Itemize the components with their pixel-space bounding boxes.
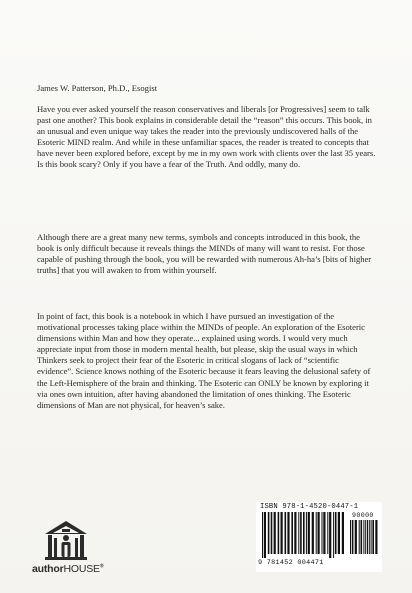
barcode-bar (262, 512, 263, 558)
barcode-bar (303, 512, 305, 554)
publisher-name (32, 563, 103, 575)
publisher-name-thin: HOUSE (63, 563, 100, 575)
barcode-bar (287, 512, 289, 554)
isbn-label: ISBN 978-1-4520-0447-1 (260, 503, 359, 511)
barcode-bar (333, 512, 334, 558)
barcode-bar (355, 520, 357, 554)
barcode-bar (298, 512, 299, 554)
barcode-bar (338, 512, 340, 554)
barcode-bar (306, 512, 307, 554)
house-with-figure-icon (42, 519, 90, 561)
paragraph-2: Although there are a great many new terms, symbols and concepts introduced in this book, the book is only difficult because it reveals things the MINDs of many will want to resist. For those capable of pushing through the book, you will be rewarded with numerous Ah-ha’s [bits of higher truths] that you will awaken to from within yourself. (37, 232, 372, 276)
barcode-bar (271, 512, 273, 554)
barcode-bar (367, 520, 368, 554)
barcode-bar (350, 520, 351, 554)
barcode-bar (369, 520, 370, 554)
barcode-bar (318, 512, 320, 554)
barcode-bar (291, 512, 293, 554)
registered-mark: ® (99, 563, 104, 570)
ean-barcode (262, 512, 346, 558)
barcode-bar (278, 512, 280, 554)
barcode-bar (268, 512, 270, 554)
barcode-bar (322, 512, 323, 554)
barcode-bar (363, 520, 364, 554)
barcode-bar (274, 512, 276, 554)
author-line: James W. Patterson, Ph.D., Esogist (37, 83, 158, 93)
barcode-bar (312, 512, 314, 554)
publisher-name-bold: author (32, 563, 64, 575)
barcode-bar (342, 512, 344, 554)
barcode-bar (308, 512, 310, 554)
paragraph-3: In point of fact, this book is a notebook in which I have pursued an investigation of the motivational processes taking place within the MINDs of people. An exploration of the Esoteric dimensions within Man and how they operate... explained using words. I would very much appreciate input from those in modern mental health, but please, skip the usual ways in which Thinkers seek to project their fear of the Esoteric in critical slogans of lack of “scientific evidence”. Science knows nothing of the Esoteric because it fears leaving the delusional safety of the Left-Hemisphere of the brain and thinking. The Esoteric can ONLY be known by exploring it via ones own intuition, after having abandoned the limitation of ones thinking. The Esoteric dimensions of Man are not physical, for heaven’s sake. (37, 311, 371, 410)
barcode-bar (264, 512, 266, 558)
barcode-bar (281, 512, 283, 554)
barcode-digits: 9 781452 004471 (258, 559, 324, 567)
publisher-logo (32, 519, 110, 579)
barcode-bar (300, 512, 302, 554)
barcode-bar (316, 512, 317, 554)
barcode-bar (365, 520, 366, 554)
barcode-bar (335, 512, 337, 554)
barcode-bar (329, 512, 331, 558)
paragraph-1: Have you ever asked yourself the reason conservatives and liberals [or Progressives] seem to talk past one another? This book explains in considerable detail the “reason” this occurs. This book, in an unusual and even unique way takes the reader into the previously undiscovered halls of the Esoteric MIND realm. And while in these unfamiliar spaces, the reader is treated to concepts that have never been explored before, except by me in my own work with clients over the last 35 years. Is this book scary? Only if you have a fear of the Truth. And oddly, many do. (37, 104, 376, 170)
barcode-bar (294, 512, 296, 554)
barcode-bar (352, 520, 354, 554)
barcode-bar (285, 512, 287, 554)
barcode-bar (327, 512, 328, 554)
barcode-bar (371, 520, 372, 554)
barcode-bar (323, 512, 325, 554)
barcode-bar (359, 520, 360, 554)
barcode-bar (375, 520, 377, 554)
barcode-bar (361, 520, 363, 554)
barcode-bar (372, 520, 374, 554)
price-addon-code: 90000 (352, 512, 374, 519)
addon-barcode (350, 520, 378, 558)
